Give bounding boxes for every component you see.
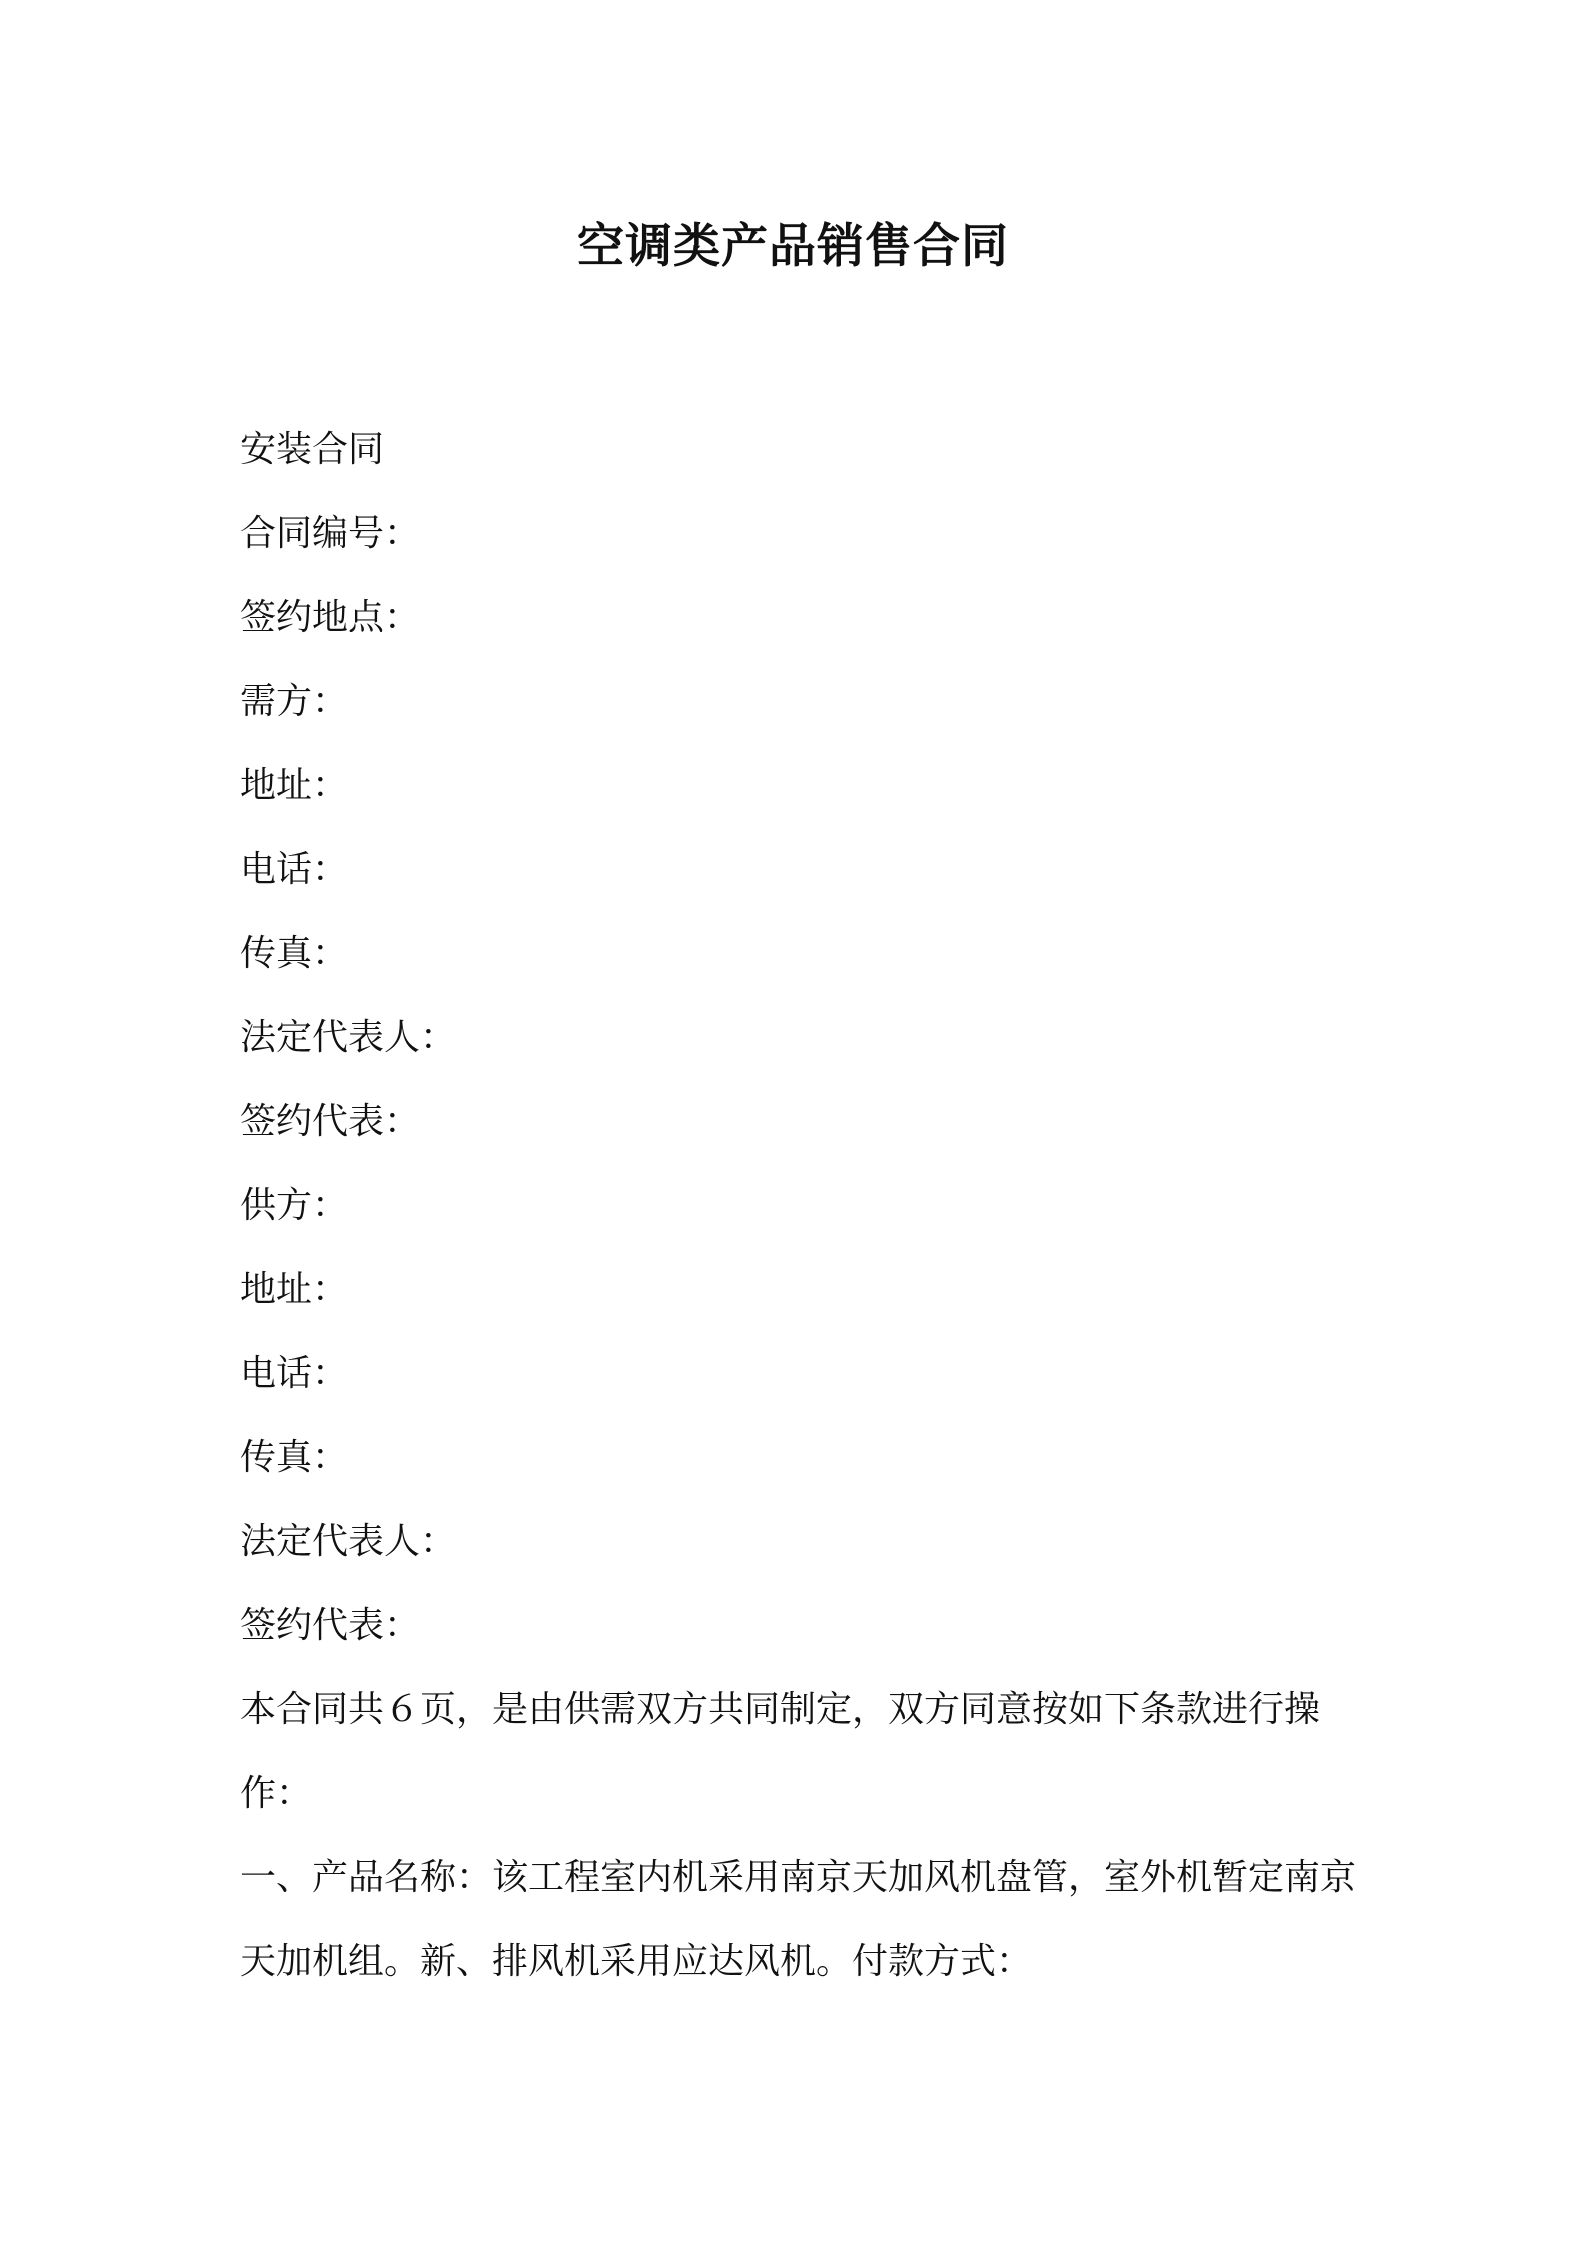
- supplier-signing-representative-line: 签约代表：: [240, 1605, 421, 1646]
- document-title: 空调类产品销售合同: [577, 219, 1009, 274]
- supplier-fax-line: 传真：: [240, 1437, 349, 1478]
- buyer-fax-line: 传真：: [240, 933, 349, 974]
- buyer-address-line: 地址：: [240, 765, 349, 806]
- buyer-legal-representative-line: 法定代表人：: [240, 1017, 457, 1058]
- signing-location-line: 签约地点：: [240, 597, 421, 638]
- supplier-line: 供方：: [240, 1185, 349, 1226]
- product-name-paragraph: 一、产品名称：该工程室内机采用南京天加风机盘管，室外机暂定南京天加机组。新、排风机采用应达风机。付款方式：: [240, 1857, 1357, 1982]
- supplier-address-line: 地址：: [240, 1269, 349, 1310]
- contract-type-line: 安装合同: [240, 429, 385, 470]
- supplier-phone-line: 电话：: [240, 1353, 349, 1394]
- buyer-line: 需方：: [240, 681, 349, 722]
- buyer-phone-line: 电话：: [240, 849, 349, 890]
- contract-number-line: 合同编号：: [240, 513, 421, 554]
- supplier-legal-representative-line: 法定代表人：: [240, 1521, 457, 1562]
- agreement-paragraph: 本合同共６页，是由供需双方共同制定，双方同意按如下条款进行操作：: [240, 1689, 1321, 1814]
- contract-body: [240, 408, 1360, 2004]
- buyer-signing-representative-line: 签约代表：: [240, 1101, 421, 1142]
